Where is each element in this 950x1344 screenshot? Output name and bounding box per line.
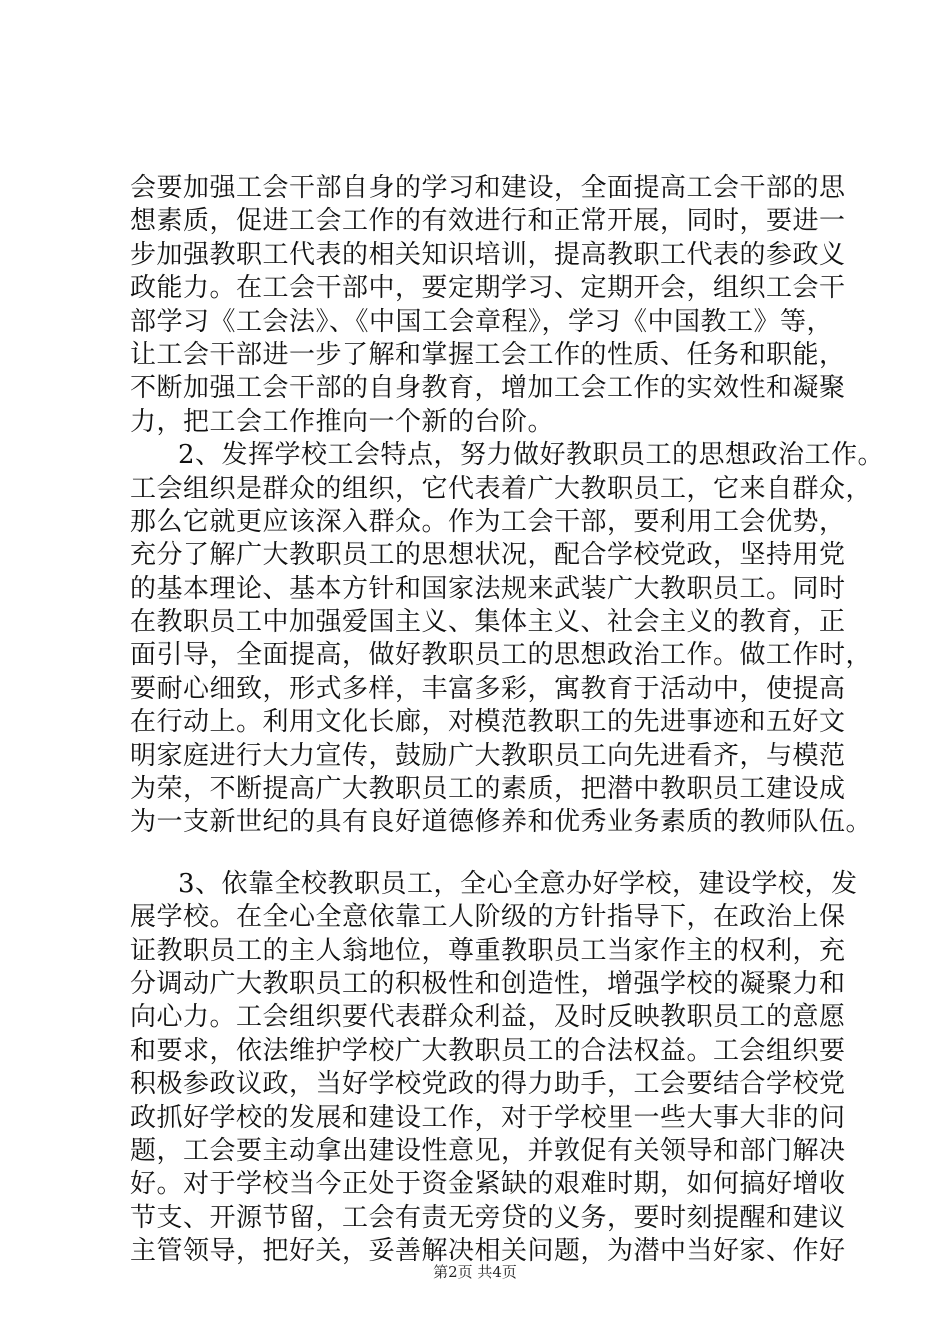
paragraph-spacer	[130, 840, 830, 868]
text-line: 好。对于学校当今正处于资金紧缺的艰难时期，如何搞好增收	[130, 1169, 846, 1200]
text-line: 力，把工会工作推向一个新的台阶。	[130, 406, 555, 437]
text-line: 向心力。工会组织要代表群众利益，及时反映教职员工的意愿	[130, 1002, 846, 1033]
text-line: 部学习《工会法》、《中国工会章程》，学习《中国教工》等，	[130, 306, 834, 337]
text-line: 3、依靠全校教职员工，全心全意办好学校，建设学校，发	[178, 868, 858, 899]
text-line: 主管领导，把好关，妥善解决相关问题，为潜中当好家、作好	[130, 1236, 846, 1267]
paragraph	[130, 439, 885, 840]
text-line: 面引导，全面提高，做好教职员工的思想政治工作。做工作时，	[130, 640, 873, 671]
text-line: 2、发挥学校工会特点，努力做好教职员工的思想政治工作。	[178, 440, 885, 471]
text-line: 在教职员工中加强爱国主义、集体主义、社会主义的教育，正	[130, 607, 846, 638]
page-footer: 第2页 共4页	[433, 1263, 517, 1281]
text-line: 的基本理论、基本方针和国家法规来武装广大教职员工。同时	[130, 573, 846, 604]
text-line: 那么它就更应该深入群众。作为工会干部，要利用工会优势，	[130, 506, 846, 537]
text-line: 展学校。在全心全意依靠工人阶级的方针指导下，在政治上保	[130, 902, 846, 933]
text-line: 想素质，促进工会工作的有效进行和正常开展，同时，要进一	[130, 206, 846, 237]
text-line: 节支、开源节留，工会有责无旁贷的义务，要时刻提醒和建议	[130, 1202, 846, 1233]
text-line: 不断加强工会干部的自身教育，增加工会工作的实效性和凝聚	[130, 373, 846, 404]
text-line: 为一支新世纪的具有良好道德修养和优秀业务素质的教师队伍。	[130, 807, 873, 838]
text-line: 在行动上。利用文化长廊，对模范教职工的先进事迹和五好文	[130, 707, 846, 738]
text-line: 会要加强工会干部自身的学习和建设，全面提高工会干部的思	[130, 173, 846, 203]
text-line: 证教职员工的主人翁地位，尊重教职员工当家作主的权利，充	[130, 935, 846, 966]
text-line: 分调动广大教职员工的积极性和创造性，增强学校的凝聚力和	[130, 968, 846, 999]
text-line: 政能力。在工会干部中，要定期学习、定期开会，组织工会干	[130, 273, 846, 304]
text-line: 要耐心细致，形式多样，丰富多彩，寓教育于活动中，使提高	[130, 673, 846, 704]
text-line: 步加强教职工代表的相关知识培训，提高教职工代表的参政义	[130, 239, 846, 270]
text-line: 明家庭进行大力宣传，鼓励广大教职员工向先进看齐，与模范	[130, 740, 846, 771]
text-line: 题，工会要主动拿出建设性意见，并敦促有关领导和部门解决	[130, 1135, 846, 1166]
text-line: 积极参政议政，当好学校党政的得力助手，工会要结合学校党	[130, 1069, 846, 1100]
text-line: 充分了解广大教职员工的思想状况，配合学校党政，坚持用党	[130, 540, 846, 571]
paragraph	[130, 172, 846, 439]
document-body	[130, 172, 885, 1269]
text-line: 政抓好学校的发展和建设工作，对于学校里一些大事大非的问	[130, 1102, 846, 1133]
text-line: 工会组织是群众的组织，它代表着广大教职员工，它来自群众，	[130, 473, 873, 504]
text-line: 和要求，依法维护学校广大教职员工的合法权益。工会组织要	[130, 1035, 846, 1066]
paragraph	[130, 868, 858, 1269]
text-line: 让工会干部进一步了解和掌握工会工作的性质、任务和职能，	[130, 339, 846, 370]
text-line: 为荣，不断提高广大教职员工的素质，把潜中教职员工建设成	[130, 774, 846, 805]
